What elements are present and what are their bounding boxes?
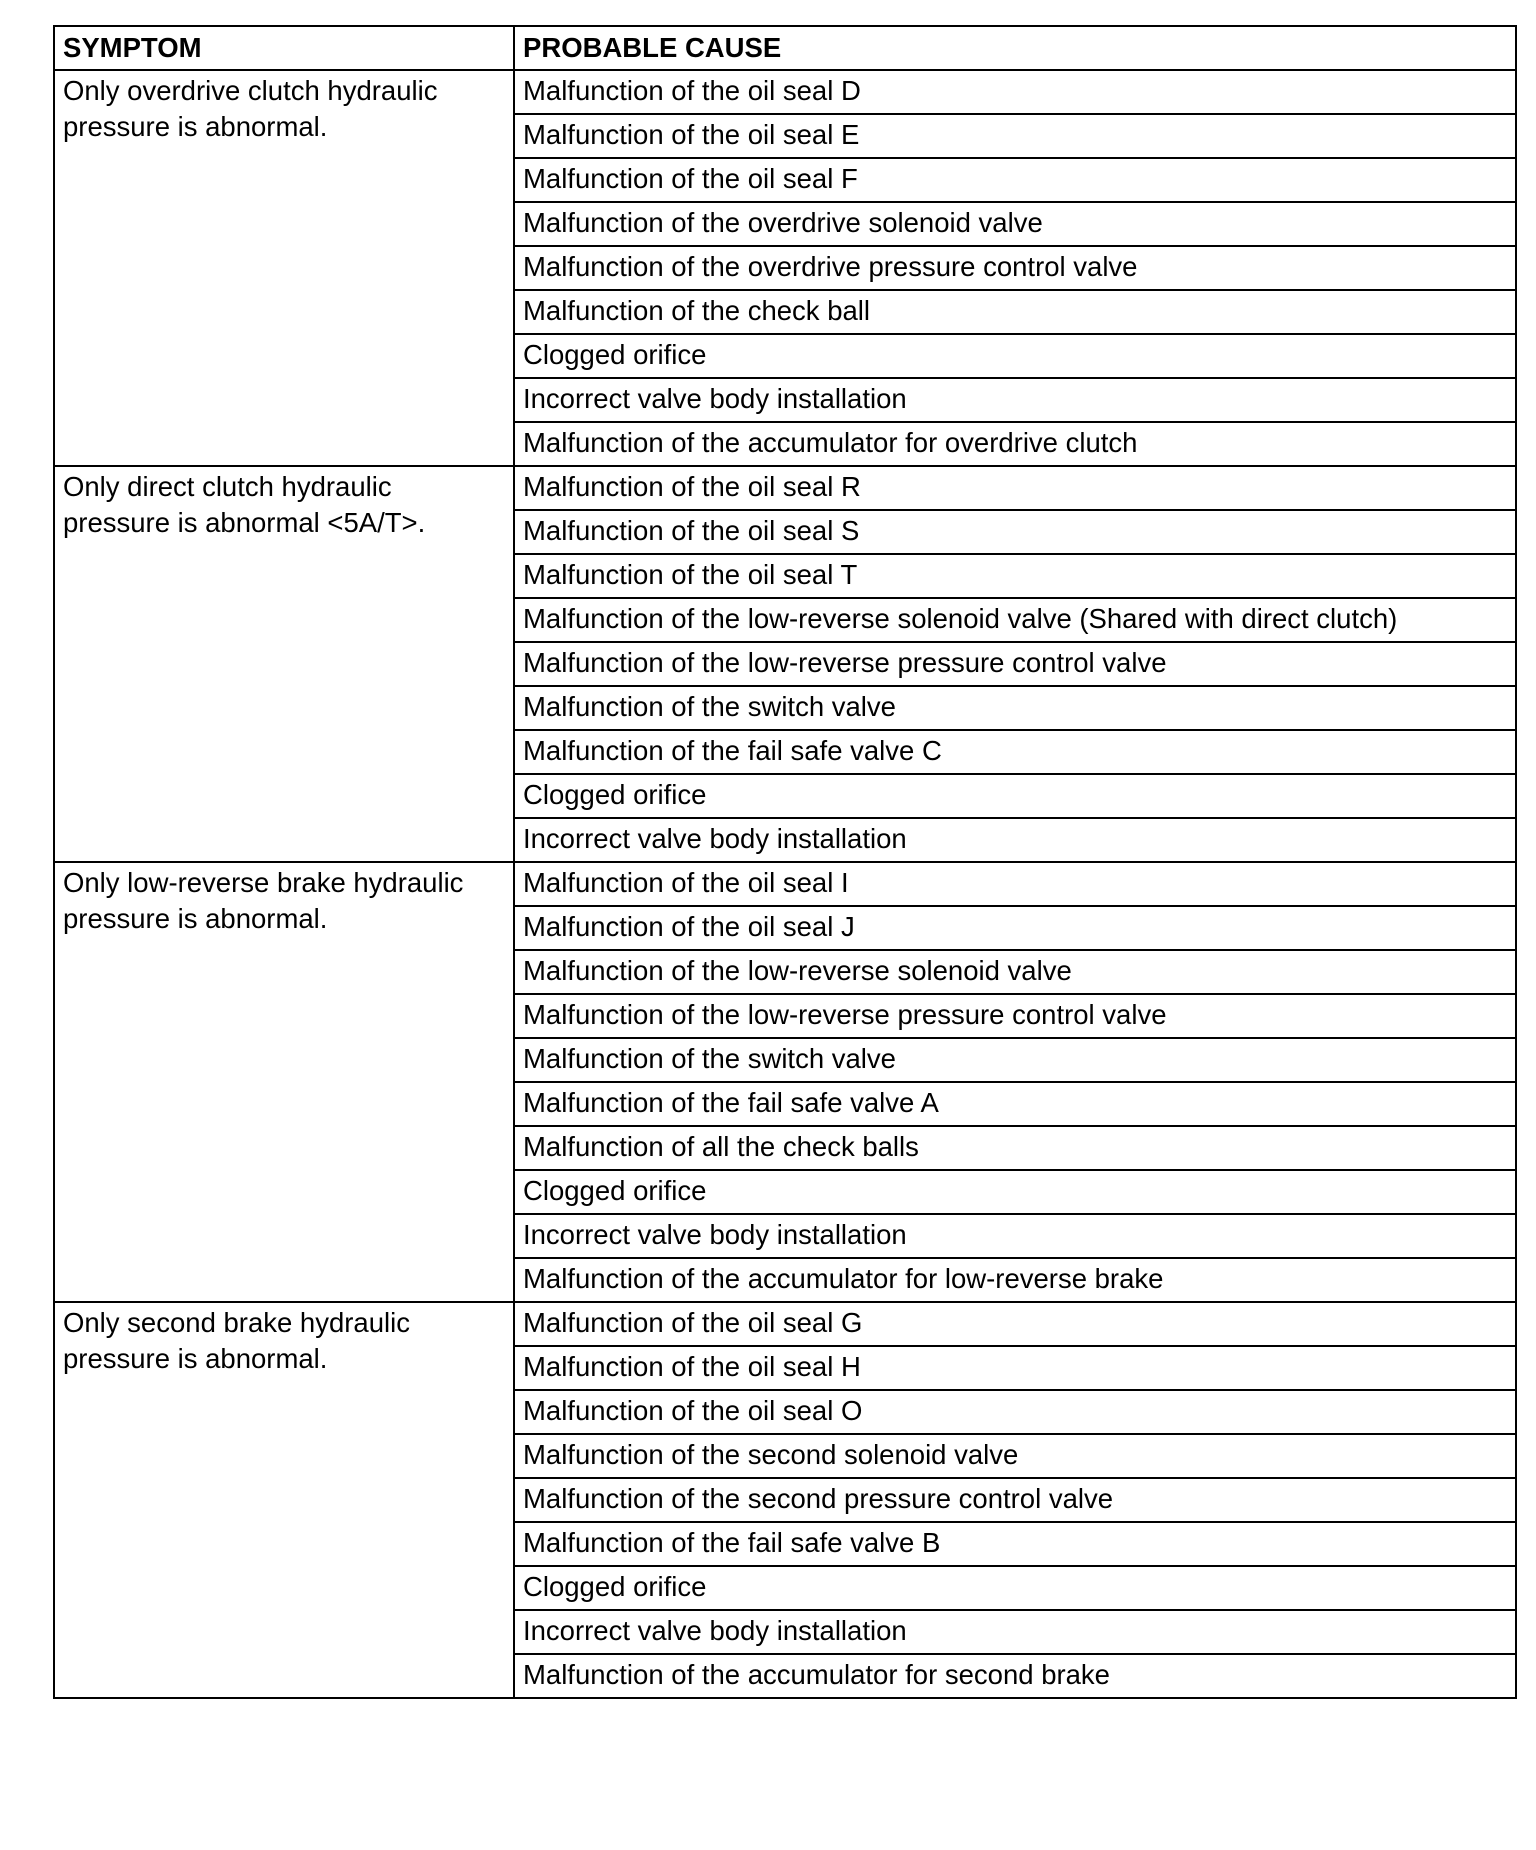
probable-cause-cell: Malfunction of the oil seal J (514, 906, 1516, 950)
probable-cause-cell: Malfunction of the low-reverse pressure control valve (514, 642, 1516, 686)
table-row (54, 466, 1516, 510)
probable-cause-cell: Malfunction of the oil seal F (514, 158, 1516, 202)
probable-cause-cell: Malfunction of the oil seal O (514, 1390, 1516, 1434)
probable-cause-cell: Clogged orifice (514, 1566, 1516, 1610)
probable-cause-cell: Malfunction of the low-reverse solenoid valve (514, 950, 1516, 994)
probable-cause-cell: Malfunction of the oil seal T (514, 554, 1516, 598)
probable-cause-cell: Malfunction of the oil seal S (514, 510, 1516, 554)
symptom-header: SYMPTOM (54, 26, 514, 70)
probable-cause-cell: Clogged orifice (514, 774, 1516, 818)
probable-cause-cell: Incorrect valve body installation (514, 1214, 1516, 1258)
document-page (53, 25, 1517, 1699)
symptom-cell: Only overdrive clutch hydraulic pressure is abnormal. (54, 70, 514, 466)
probable-cause-cell: Malfunction of the second solenoid valve (514, 1434, 1516, 1478)
probable-cause-cell: Clogged orifice (514, 334, 1516, 378)
probable-cause-cell: Malfunction of the overdrive solenoid valve (514, 202, 1516, 246)
probable-cause-cell: Malfunction of the fail safe valve B (514, 1522, 1516, 1566)
probable-cause-cell: Malfunction of the low-reverse pressure control valve (514, 994, 1516, 1038)
probable-cause-cell: Clogged orifice (514, 1170, 1516, 1214)
header-row (54, 26, 1516, 70)
probable-cause-cell: Malfunction of the second pressure control valve (514, 1478, 1516, 1522)
symptom-cell: Only second brake hydraulic pressure is abnormal. (54, 1302, 514, 1698)
table-row (54, 70, 1516, 114)
probable-cause-cell: Malfunction of the oil seal H (514, 1346, 1516, 1390)
probable-cause-cell: Malfunction of the accumulator for second brake (514, 1654, 1516, 1698)
probable-cause-cell: Malfunction of the fail safe valve A (514, 1082, 1516, 1126)
probable-cause-cell: Malfunction of the oil seal G (514, 1302, 1516, 1346)
probable-cause-cell: Incorrect valve body installation (514, 1610, 1516, 1654)
probable-cause-cell: Malfunction of the oil seal E (514, 114, 1516, 158)
probable-cause-cell: Malfunction of all the check balls (514, 1126, 1516, 1170)
probable-cause-cell: Malfunction of the switch valve (514, 686, 1516, 730)
probable-cause-cell: Malfunction of the fail safe valve C (514, 730, 1516, 774)
table-body (54, 70, 1516, 1698)
probable-cause-header: PROBABLE CAUSE (514, 26, 1516, 70)
probable-cause-cell: Incorrect valve body installation (514, 818, 1516, 862)
probable-cause-cell: Malfunction of the overdrive pressure control valve (514, 246, 1516, 290)
probable-cause-cell: Malfunction of the oil seal R (514, 466, 1516, 510)
probable-cause-cell: Malfunction of the low-reverse solenoid valve (Shared with direct clutch) (514, 598, 1516, 642)
table-row (54, 1302, 1516, 1346)
probable-cause-cell: Incorrect valve body installation (514, 378, 1516, 422)
probable-cause-cell: Malfunction of the check ball (514, 290, 1516, 334)
troubleshooting-table (53, 25, 1517, 1699)
symptom-cell: Only low-reverse brake hydraulic pressure is abnormal. (54, 862, 514, 1302)
symptom-cell: Only direct clutch hydraulic pressure is abnormal <5A/T>. (54, 466, 514, 862)
table-row (54, 862, 1516, 906)
probable-cause-cell: Malfunction of the accumulator for overdrive clutch (514, 422, 1516, 466)
probable-cause-cell: Malfunction of the accumulator for low-reverse brake (514, 1258, 1516, 1302)
probable-cause-cell: Malfunction of the oil seal D (514, 70, 1516, 114)
probable-cause-cell: Malfunction of the oil seal I (514, 862, 1516, 906)
probable-cause-cell: Malfunction of the switch valve (514, 1038, 1516, 1082)
